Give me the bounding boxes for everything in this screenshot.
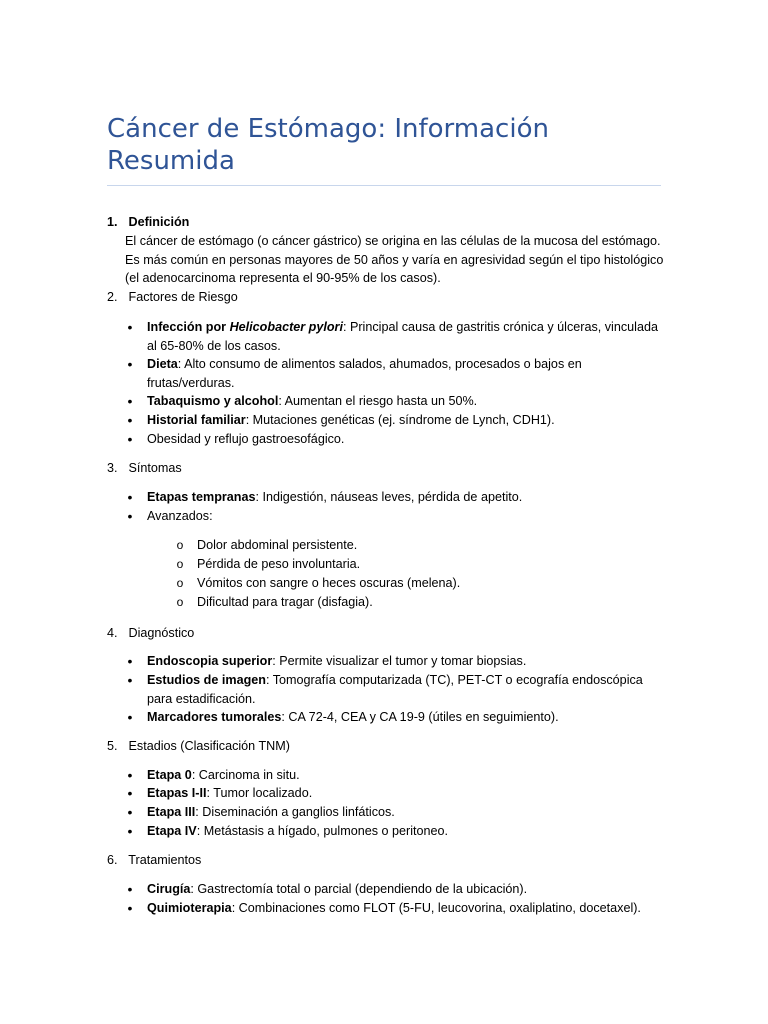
list-item-text: : Combinaciones como FLOT (5-FU, leucovorina, oxaliplatino, docetaxel). [231,901,641,915]
list-item [127,784,667,803]
circle-bullet-icon: o [176,557,184,571]
list-item [127,392,667,411]
list-item [127,411,667,430]
section-4-heading [107,624,194,643]
sub-list-item [176,536,657,555]
sub-list-item-text: Pérdida de peso involuntaria. [197,557,361,571]
bullet-icon: • [127,767,133,783]
section-3-number: 3. [107,461,118,475]
list-item-term: Etapa 0 [147,768,192,782]
page-title: Cáncer de Estómago: Información Resumida [107,114,549,176]
list-item [127,652,667,671]
section-6-label: Tratamientos [128,853,202,867]
list-item [127,708,667,727]
list-item-text: : Tomografía computarizada (TC), PET-CT o ecografía endoscópica para estadificación. [147,673,643,706]
bullet-icon: • [127,672,133,688]
list-item [127,318,667,355]
list-item-term: Cirugía [147,882,191,896]
list-item-text: : Alto consumo de alimentos salados, ahumados, procesados o bajos en frutas/verduras. [147,357,582,390]
sub-list-item-text: Vómitos con sangre o heces oscuras (melena). [197,576,461,590]
list-item-term: Historial familiar [147,413,246,427]
list-item-term: Estudios de imagen [147,673,266,687]
bullet-icon: • [127,823,133,839]
bullet-icon: • [127,489,133,505]
list-item-text: : Carcinoma in situ. [191,768,300,782]
list-item-text: : Gastrectomía total o parcial (dependiendo de la ubicación). [190,882,528,896]
section-1-heading [107,213,189,232]
list-item-term: Marcadores tumorales [147,710,282,724]
list-item-term: Infección por [147,320,230,334]
bullet-icon: • [127,653,133,669]
section-3-label: Síntomas [128,461,182,475]
list-item-text: : Indigestión, náuseas leves, pérdida de apetito. [255,490,523,504]
list-item [127,488,667,507]
list-item-text: : Permite visualizar el tumor y tomar biopsias. [272,654,527,668]
list-item-text: Obesidad y reflujo gastroesofágico. [147,432,345,446]
list-item-term: Etapa IV [147,824,197,838]
circle-bullet-icon: o [176,538,184,552]
bullet-icon: • [127,709,133,725]
sub-list-item [176,574,657,593]
list-item-term: Endoscopia superior [147,654,273,668]
section-1-number: 1. [107,215,118,229]
list-item-term-italic: Helicobacter pylori [229,320,343,334]
list-item-text: : Diseminación a ganglios linfáticos. [195,805,395,819]
list-item-text: : Tumor localizado. [206,786,313,800]
bullet-icon: • [127,412,133,428]
section-2-number: 2. [107,290,118,304]
section-4-number: 4. [107,626,118,640]
list-item-term: Etapa III [147,805,196,819]
list-item-text: : CA 72-4, CEA y CA 19-9 (útiles en seguimiento). [281,710,559,724]
list-item-term: Dieta [147,357,178,371]
bullet-icon: • [127,804,133,820]
list-item-text: Avanzados: [147,509,213,523]
bullet-icon: • [127,900,133,916]
sub-list-item-text: Dificultad para tragar (disfagia). [197,595,373,609]
list-item [127,822,667,841]
bullet-icon: • [127,785,133,801]
section-6-heading [107,851,201,870]
circle-bullet-icon: o [176,576,184,590]
circle-bullet-icon: o [176,595,184,609]
bullet-icon: • [127,508,133,524]
list-item-text: : Principal causa de gastritis crónica y úlceras, vinculada al 65-80% de los casos. [147,320,658,353]
list-item-term: Quimioterapia [147,901,232,915]
section-4-label: Diagnóstico [128,626,195,640]
bullet-icon: • [127,393,133,409]
list-item [127,430,667,449]
list-item [127,355,667,392]
list-item-term: Tabaquismo y alcohol [147,394,279,408]
list-item [127,803,667,822]
bullet-icon: • [127,319,133,335]
list-item-text: : Aumentan el riesgo hasta un 50%. [278,394,478,408]
section-1-label: Definición [128,215,190,229]
list-item [127,899,667,918]
list-item [127,507,667,526]
list-item [127,880,667,899]
section-6-number: 6. [107,853,118,867]
section-5-label: Estadios (Clasificación TNM) [128,739,290,753]
section-2-heading [107,288,238,307]
bullet-icon: • [127,881,133,897]
sub-list-item [176,555,657,574]
list-item-term: Etapas I-II [147,786,207,800]
list-item [127,671,667,708]
section-2-label: Factores de Riesgo [128,290,238,304]
list-item-term: Etapas tempranas [147,490,256,504]
section-5-number: 5. [107,739,118,753]
list-item [127,766,667,785]
bullet-icon: • [127,431,133,447]
bullet-icon: • [127,356,133,372]
list-item-text: : Metástasis a hígado, pulmones o peritoneo. [196,824,449,838]
title-divider [107,185,661,186]
definition-paragraph: El cáncer de estómago (o cáncer gástrico) se origina en las células de la mucosa del estómago. Es más común en personas mayores de 50 años y varía en agresividad según el tipo histológico (el adenocarcinoma representa el 90-95% de los casos). [125,234,664,286]
sub-list-item-text: Dolor abdominal persistente. [197,538,358,552]
section-5-heading [107,737,290,756]
sub-list-item [176,593,657,612]
section-3-heading [107,459,182,478]
list-item-text: : Mutaciones genéticas (ej. síndrome de Lynch, CDH1). [245,413,555,427]
